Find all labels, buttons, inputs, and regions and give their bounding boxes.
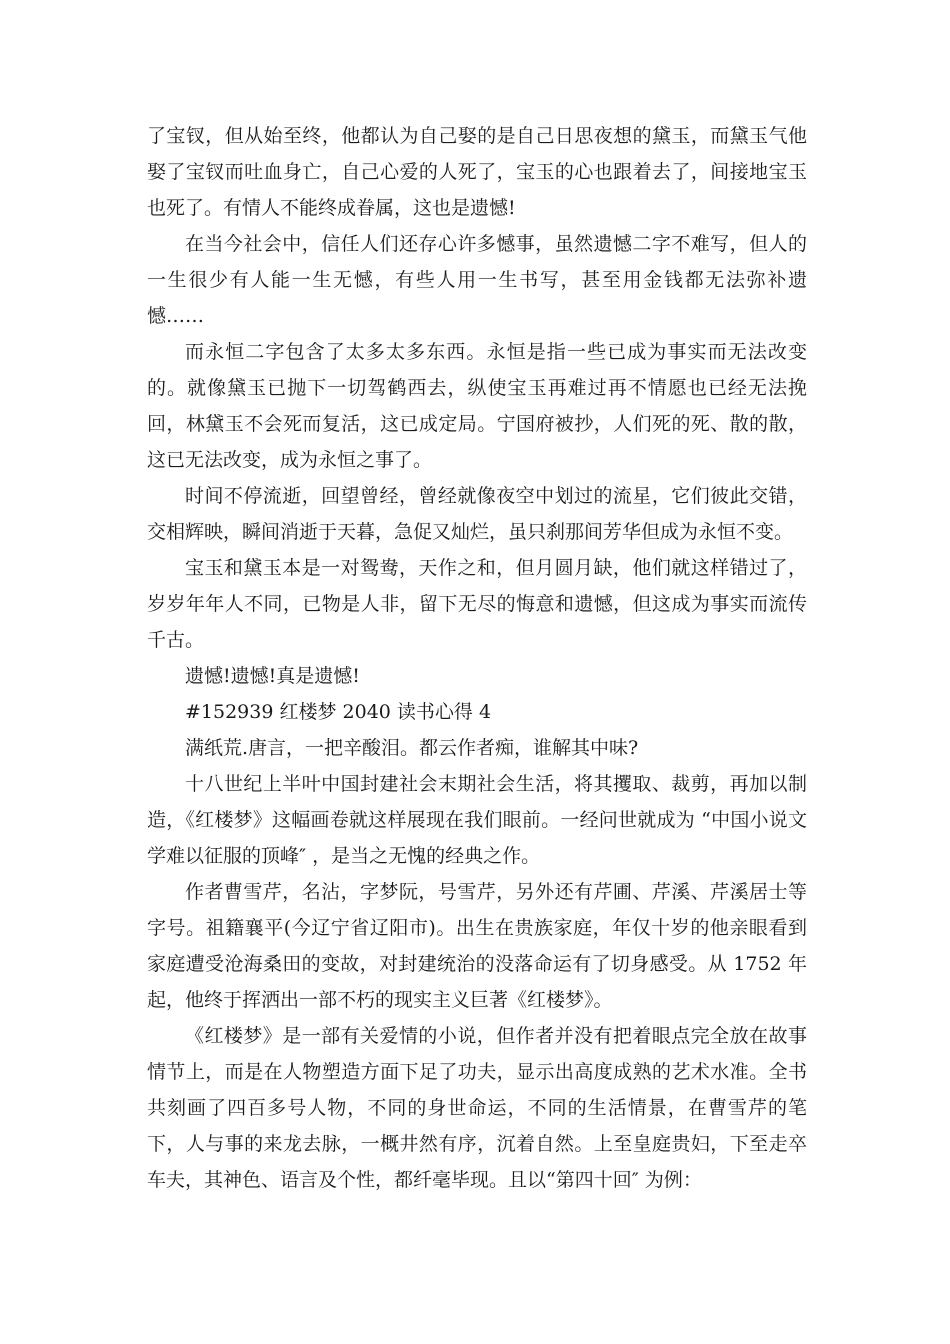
paragraph-3: 而永恒二字包含了太多太多东西。永恒是指一些已成为事实而无法改变的。就像黛玉已抛下一切驾鹤西去，纵使宝玉再难过再不情愿也已经无法挽回，林黛玉不会死而复活，这已成定局。宁国府被抄，人们死的死、散的散，这已无法改变，成为永恒之事了。 [147, 341, 807, 471]
paragraph-4: 时间不停流逝，回望曾经，曾经就像夜空中划过的流星，它们彼此交错，交相辉映，瞬间消逝于天暮，急促又灿烂，虽只刹那间芳华但成为永恒不变。 [147, 485, 807, 543]
paragraph-5: 宝玉和黛玉本是一对鸳鸯，天作之和，但月圆月缺，他们就这样错过了，岁岁年年人不同，已物是人非，留下无尽的悔意和遗憾，但这成为事实而流传千古。 [147, 557, 807, 651]
paragraph-6: 遗憾!遗憾!真是遗憾! [185, 665, 360, 687]
paragraph-7: 满纸荒.唐言，一把辛酸泪。都云作者痴，谁解其中味? [185, 737, 639, 759]
paragraph-9: 作者曹雪芹，名沾，字梦阮，号雪芹，另外还有芹圃、芹溪、芹溪居士等字号。祖籍襄平(今辽宁省辽阳市)。出生在贵族家庭，年仅十岁的他亲眼看到家庭遭受沧海桑田的变故，对封建统治的没落命运有了切身感受。从 1752 年起，他终于挥洒出一部不朽的现实主义巨著《红楼梦》。 [147, 881, 807, 1011]
section-heading: #152939 红楼梦 2040 读书心得 4 [185, 701, 492, 723]
paragraph-8: 十八世纪上半叶中国封建社会末期社会生活，将其攫取、裁剪，再加以制造，《红楼梦》这幅画卷就这样展现在我们眼前。一经问世就成为 “中国小说文学难以征服的顶峰″ ，是当之无愧的经典之作。 [147, 773, 807, 867]
paragraph-10: 《红楼梦》是一部有关爱情的小说，但作者并没有把着眼点完全放在故事情节上，而是在人物塑造方面下足了功夫，显示出高度成熟的艺术水准。全书共刻画了四百多号人物，不同的身世命运，不同的生活情景，在曹雪芹的笔下，人与事的来龙去脉，一概井然有序，沉着自然。上至皇庭贵妇，下至走卒车夫，其神色、语言及个性，都纤毫毕现。且以“第四十回″ 为例： [147, 1025, 807, 1191]
document-body [147, 118, 807, 1198]
paragraph-2: 在当今社会中，信任人们还存心许多憾事，虽然遗憾二字不难写，但人的一生很少有人能一生无憾，有些人用一生书写，甚至用金钱都无法弥补遗憾…… [147, 233, 807, 327]
paragraph-1: 了宝钗，但从始至终，他都认为自己娶的是自己日思夜想的黛玉，而黛玉气他娶了宝钗而吐血身亡，自己心爱的人死了，宝玉的心也跟着去了，间接地宝玉也死了。有情人不能终成眷属，这也是遗憾! [147, 125, 807, 219]
